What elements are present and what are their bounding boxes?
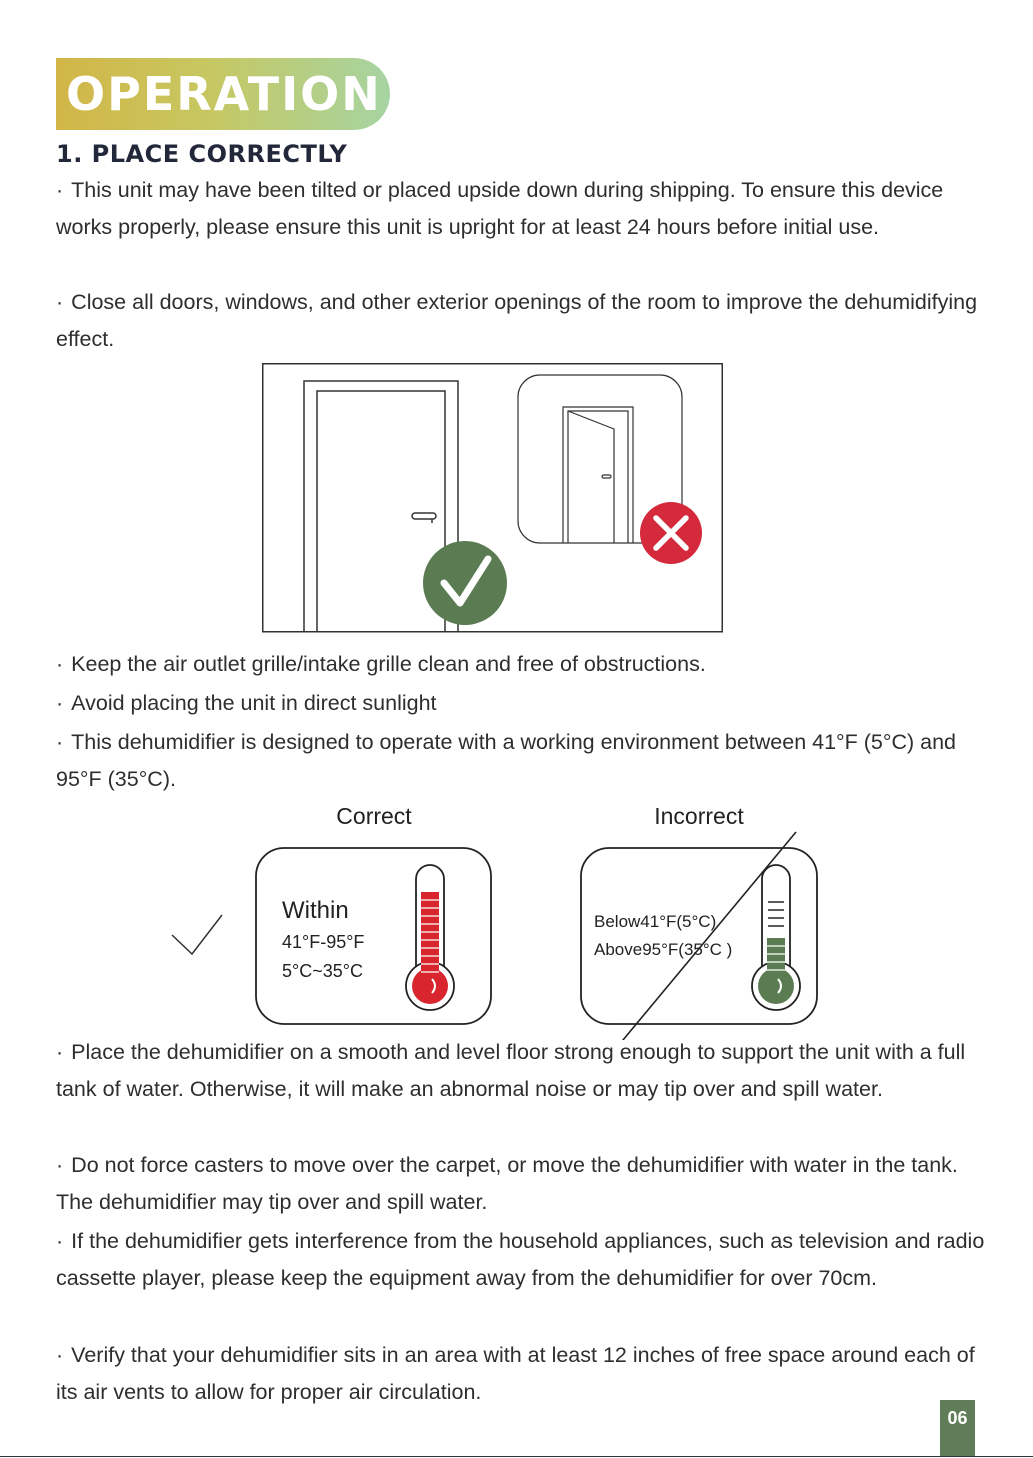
- paragraph-upright: [56, 172, 986, 246]
- paragraph-text: Close all doors, windows, and other exterior openings of the room to improve the dehumidifying effect.: [56, 290, 978, 351]
- paragraph-text: Avoid placing the unit in direct sunlight: [71, 691, 437, 715]
- within-label: Within: [282, 897, 349, 924]
- door-illustration: [262, 363, 724, 634]
- bullet: ·: [56, 730, 64, 754]
- below-label: Below41°F(5°C): [594, 912, 717, 931]
- section-title: 1. PLACE CORRECTLY: [56, 140, 348, 168]
- paragraph-sunlight: [56, 685, 986, 722]
- above-label: Above95°F(35°C ): [594, 940, 733, 959]
- banner-title: OPERATION: [66, 67, 382, 121]
- paragraph-interference: [56, 1223, 986, 1297]
- paragraph-text: This dehumidifier is designed to operate with a working environment between 41°F (5°C) and 95°F (35°C).: [56, 730, 956, 791]
- paragraph-casters: [56, 1147, 986, 1221]
- paragraph-text: Do not force casters to move over the carpet, or move the dehumidifier with water in the tank. The dehumidifier may tip over and spill water.: [56, 1153, 958, 1214]
- bullet: ·: [56, 178, 64, 202]
- bullet: ·: [56, 1229, 64, 1253]
- thermometer-red-icon: [406, 865, 454, 1010]
- paragraph-text: If the dehumidifier gets interference from the household appliances, such as television and radio cassette player, please keep the equipment away from the dehumidifier for over 70cm.: [56, 1229, 985, 1290]
- x-circle-icon: [640, 502, 702, 564]
- range-fahrenheit: 41°F-95°F: [282, 932, 365, 952]
- bullet: ·: [56, 1343, 64, 1367]
- bullet: ·: [56, 1153, 64, 1177]
- correct-heading: Correct: [336, 803, 412, 829]
- section-banner: [56, 58, 390, 130]
- paragraph-text: Place the dehumidifier on a smooth and level floor strong enough to support the unit with a full tank of water. Otherwise, it will make an abnormal noise or may tip over and spill water.: [56, 1040, 966, 1101]
- incorrect-heading: Incorrect: [654, 803, 744, 829]
- bullet: ·: [56, 691, 64, 715]
- range-celsius: 5°C~35°C: [282, 961, 363, 981]
- paragraph-text: Keep the air outlet grille/intake grille clean and free of obstructions.: [71, 652, 706, 676]
- check-circle-icon: [423, 541, 507, 625]
- bullet: ·: [56, 1040, 64, 1064]
- bullet: ·: [56, 652, 64, 676]
- paragraph-text: This unit may have been tilted or placed upside down during shipping. To ensure this device works properly, please ensure this unit is upright for at least 24 hours before initial use.: [56, 178, 944, 239]
- thermometer-green-icon: [752, 865, 800, 1010]
- paragraph-text: Verify that your dehumidifier sits in an area with at least 12 inches of free space around each of its air vents to allow for proper air circulation.: [56, 1343, 975, 1404]
- paragraph-temperature: [56, 724, 986, 798]
- paragraph-grille: [56, 646, 986, 683]
- temperature-illustration: [160, 800, 840, 1040]
- page-number: 06: [940, 1400, 975, 1457]
- paragraph-free-space: [56, 1337, 986, 1411]
- checkmark-icon: [172, 915, 222, 954]
- paragraph-level-floor: [56, 1034, 986, 1108]
- bullet: ·: [56, 290, 64, 314]
- paragraph-close-doors: [56, 284, 986, 358]
- bottom-rule: [0, 1456, 1033, 1457]
